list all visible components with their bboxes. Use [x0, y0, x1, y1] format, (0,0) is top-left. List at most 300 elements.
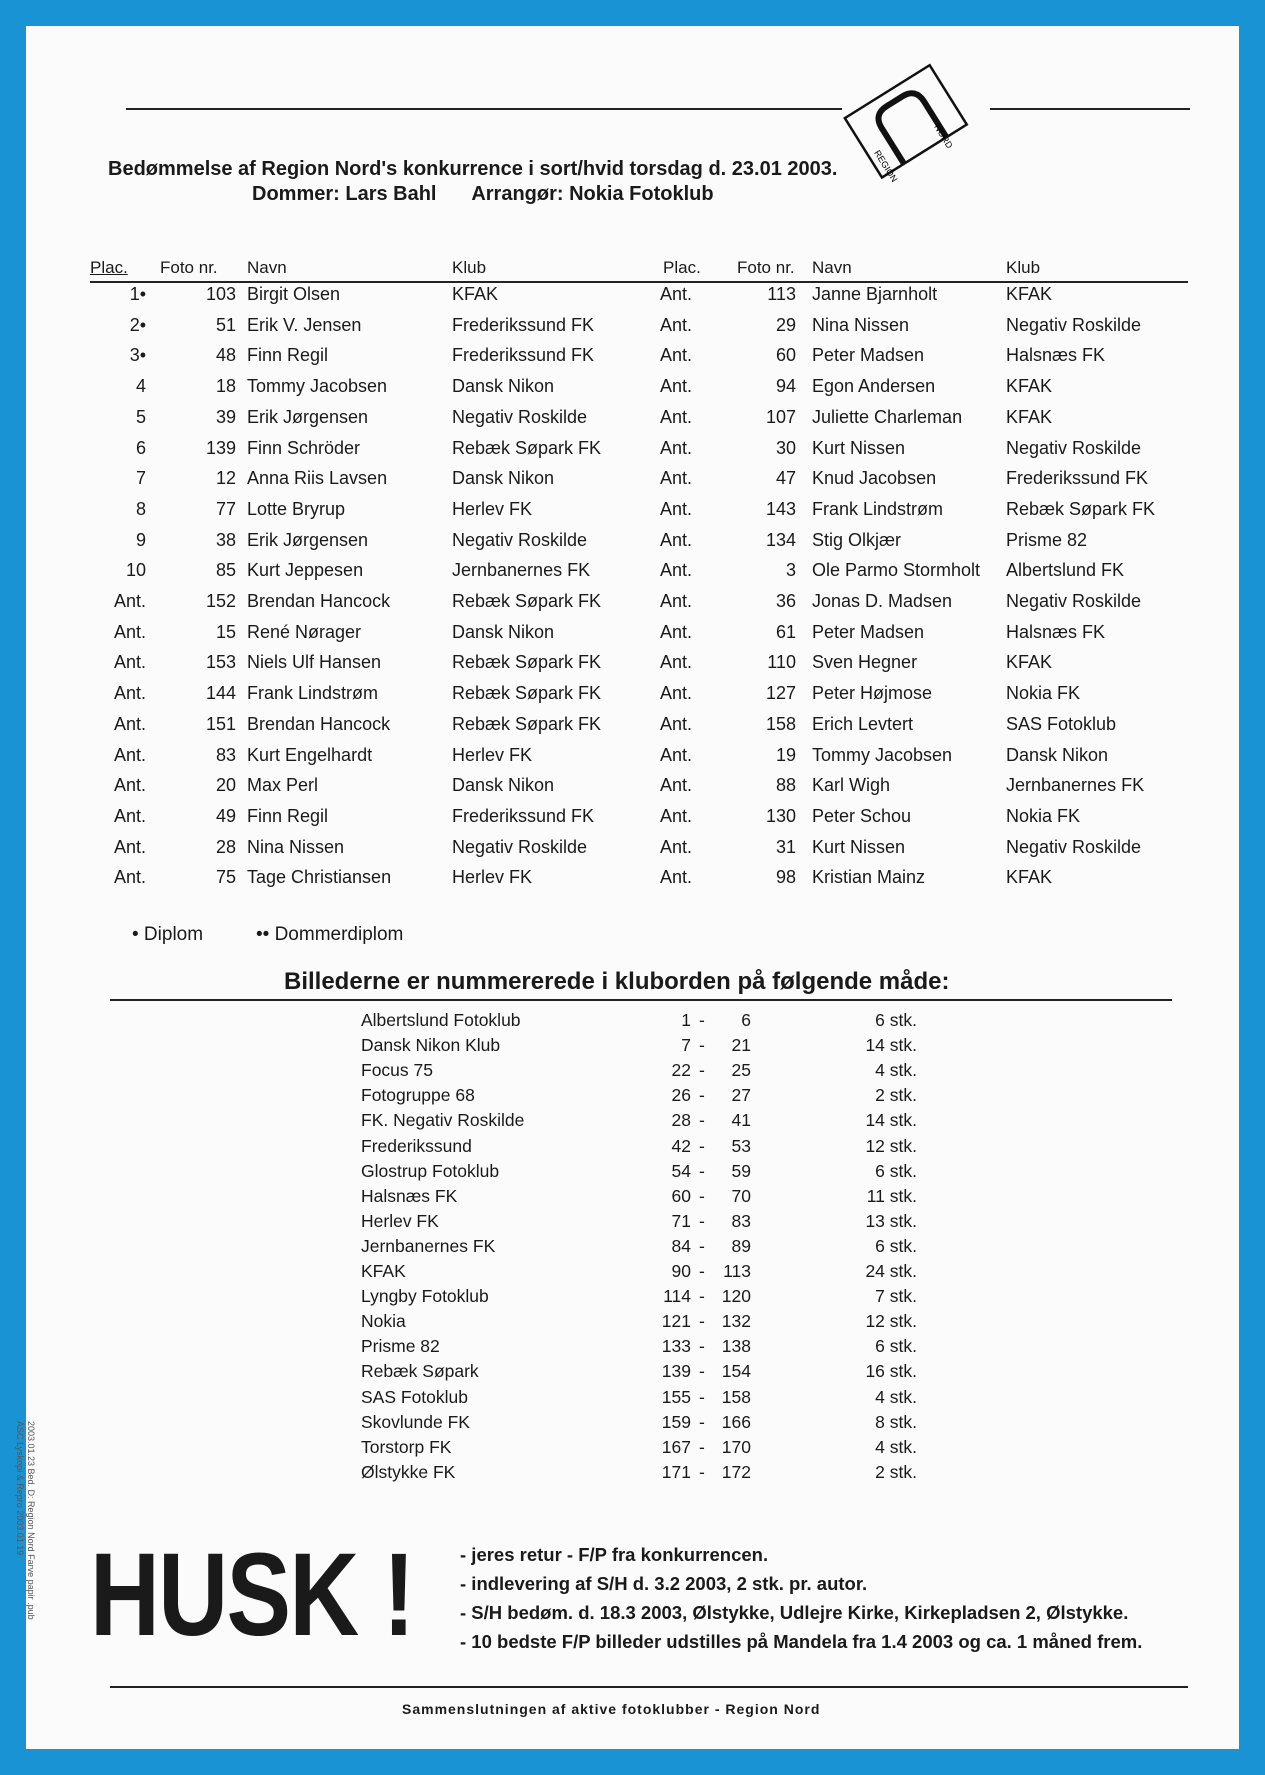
- range-from: 60: [671, 1185, 691, 1206]
- reminder-line: - indlevering af S/H d. 3.2 2003, 2 stk. pr. autor.: [460, 1573, 868, 1594]
- club-name: Jernbanernes FK: [361, 1235, 496, 1256]
- range-dash: -: [699, 1060, 705, 1081]
- table-row: [90, 438, 650, 468]
- range-from: 139: [661, 1361, 691, 1382]
- page-title: Bedømmelse af Region Nord's konkurrence i sort/hvid torsdag d. 23.01 2003.: [108, 158, 838, 180]
- place-cell: Ant.: [113, 775, 146, 796]
- club-name: Albertslund Fotoklub: [361, 1010, 521, 1030]
- range-dash: -: [699, 1210, 705, 1231]
- photo-count: 24 stk.: [865, 1261, 917, 1281]
- table-row: [660, 315, 1220, 345]
- photo-number-cell: 51: [215, 314, 236, 335]
- range-dash: -: [699, 1461, 705, 1482]
- club-name: Dansk Nikon Klub: [361, 1035, 501, 1056]
- place-cell: Ant.: [113, 652, 146, 673]
- club-cell: Rebæk Søpark FK: [452, 591, 602, 611]
- table-row: [660, 867, 1220, 897]
- range-from: 90: [671, 1261, 691, 1281]
- name-cell: Janne Bjarnholt: [812, 284, 938, 304]
- photo-count: 6 stk.: [875, 1336, 917, 1357]
- photo-count: 6 stk.: [875, 1235, 917, 1256]
- table-row: [660, 806, 1220, 836]
- club-cell: KFAK: [1006, 867, 1053, 888]
- range-to: 25: [731, 1060, 751, 1081]
- photo-number-cell: 110: [767, 652, 796, 673]
- document-page: [15, 26, 1239, 1749]
- name-cell: Ole Parmo Stormholt: [812, 560, 981, 581]
- place-cell: Ant.: [660, 591, 693, 611]
- list-item: [361, 1110, 961, 1135]
- list-item: [361, 1060, 961, 1085]
- table-row: [660, 652, 1220, 682]
- club-cell: Rebæk Søpark FK: [452, 652, 602, 673]
- name-cell: Peter Madsen: [812, 345, 925, 366]
- list-item: [361, 1211, 961, 1236]
- range-dash: -: [699, 1185, 705, 1206]
- place-cell: Ant.: [660, 529, 693, 550]
- club-name: Ølstykke FK: [361, 1461, 456, 1482]
- photo-number-cell: 130: [765, 805, 796, 826]
- list-item: [361, 1361, 961, 1386]
- name-cell: Nina Nissen: [812, 314, 910, 335]
- place-cell: Ant.: [660, 867, 693, 888]
- club-cell: Nokia FK: [1006, 683, 1081, 704]
- photo-number-cell: 39: [215, 406, 236, 427]
- club-cell: KFAK: [1006, 376, 1053, 397]
- place-cell: Ant.: [113, 621, 146, 642]
- svg-text:REGION: REGION: [872, 148, 900, 184]
- club-name: Frederikssund: [361, 1135, 472, 1156]
- photo-number-cell: 75: [215, 867, 236, 888]
- photo-number-cell: 139: [205, 437, 236, 458]
- range-from: 121: [661, 1311, 691, 1332]
- club-cell: Rebæk Søpark FK: [452, 437, 602, 458]
- table-row: [90, 867, 650, 897]
- club-cell: KFAK: [1006, 284, 1053, 304]
- range-dash: -: [699, 1110, 705, 1131]
- range-dash: -: [699, 1035, 705, 1056]
- name-cell: Kurt Nissen: [812, 836, 906, 857]
- place-cell: Ant.: [113, 683, 146, 704]
- club-cell: Herlev FK: [452, 744, 533, 765]
- place-cell: Ant.: [660, 621, 693, 642]
- top-rule-right: [990, 108, 1190, 110]
- photo-number-cell: 49: [215, 805, 236, 826]
- range-dash: -: [699, 1261, 705, 1281]
- photo-number-cell: 18: [215, 376, 236, 397]
- place-cell: Ant.: [660, 314, 693, 335]
- table-row: [90, 745, 650, 775]
- range-dash: -: [699, 1010, 705, 1030]
- table-row: [660, 775, 1220, 805]
- range-to: 113: [723, 1261, 751, 1281]
- club-cell: Albertslund FK: [1006, 560, 1125, 581]
- organizer: Arrangør: Nokia Fotoklub: [471, 183, 714, 205]
- side-note-line-1: 2003.01.23 Bed. D: Region Nord Farve papir .pub: [26, 1421, 36, 1620]
- club-cell: Halsnæs FK: [1006, 345, 1106, 366]
- name-cell: Egon Andersen: [812, 376, 936, 397]
- place-cell: Ant.: [660, 652, 693, 673]
- place-cell: Ant.: [113, 744, 146, 765]
- photo-number-cell: 38: [215, 529, 236, 550]
- photo-count: 11 stk.: [866, 1185, 917, 1206]
- table-row: [660, 530, 1220, 560]
- table-row: [660, 591, 1220, 621]
- name-cell: Finn Regil: [247, 345, 329, 366]
- photo-count: 16 stk.: [865, 1361, 917, 1382]
- club-name: Halsnæs FK: [361, 1185, 458, 1206]
- range-to: 89: [731, 1235, 751, 1256]
- name-cell: Peter Schou: [812, 805, 912, 826]
- photo-number-cell: 98: [775, 867, 796, 888]
- club-cell: Dansk Nikon: [1006, 744, 1109, 765]
- table-row: [660, 284, 1220, 314]
- photo-count: 4 stk.: [875, 1060, 917, 1081]
- table-row: [90, 714, 650, 744]
- col-header-navn-left: Navn: [247, 258, 287, 277]
- table-row: [660, 345, 1220, 375]
- name-cell: Finn Regil: [247, 805, 329, 826]
- table-row: [90, 468, 650, 498]
- range-dash: -: [699, 1235, 705, 1256]
- name-cell: Erich Levtert: [812, 713, 914, 734]
- photo-number-cell: 88: [775, 775, 796, 796]
- place-cell: Ant.: [113, 591, 146, 611]
- photo-count: 8 stk.: [875, 1411, 917, 1432]
- place-cell: Ant.: [660, 498, 693, 519]
- table-row: [90, 530, 650, 560]
- name-cell: Niels Ulf Hansen: [247, 652, 382, 673]
- photo-number-cell: 30: [775, 437, 796, 458]
- photo-count: 14 stk.: [865, 1110, 917, 1131]
- footer-text: Sammenslutningen af aktive fotoklubber - Region Nord: [402, 1701, 821, 1717]
- name-cell: René Nørager: [247, 621, 362, 642]
- husk-heading: HUSK !: [90, 1529, 414, 1661]
- side-note: [14, 1421, 36, 1620]
- range-from: 22: [671, 1060, 691, 1081]
- club-cell: Prisme 82: [1006, 529, 1088, 550]
- table-row: [90, 345, 650, 375]
- side-note-line-2: ASC Lyskopi & Repro 2003.01.19: [15, 1421, 25, 1556]
- table-row: [660, 468, 1220, 498]
- col-header-plac-right: Plac.: [663, 258, 701, 277]
- range-dash: -: [699, 1311, 705, 1332]
- table-row: [660, 438, 1220, 468]
- club-cell: Dansk Nikon: [452, 775, 555, 796]
- club-cell: Nokia FK: [1006, 805, 1081, 826]
- photo-number-cell: 36: [775, 591, 796, 611]
- range-dash: -: [699, 1436, 705, 1457]
- list-item: [361, 1161, 961, 1186]
- table-row: [660, 499, 1220, 529]
- club-cell: Dansk Nikon: [452, 376, 555, 397]
- place-cell: Ant.: [660, 805, 693, 826]
- table-row: [660, 837, 1220, 867]
- club-cell: Rebæk Søpark FK: [452, 683, 602, 704]
- name-cell: Anna Riis Lavsen: [247, 468, 388, 489]
- place-cell: 5: [135, 406, 146, 427]
- range-from: 159: [661, 1411, 691, 1432]
- range-to: 170: [721, 1436, 751, 1457]
- range-to: 70: [731, 1185, 751, 1206]
- place-cell: 4: [135, 376, 146, 397]
- photo-number-cell: 28: [215, 836, 236, 857]
- club-cell: Dansk Nikon: [452, 621, 555, 642]
- range-from: 167: [661, 1436, 691, 1457]
- name-cell: Tommy Jacobsen: [247, 376, 388, 397]
- list-item: [361, 1035, 961, 1060]
- place-cell: Ant.: [660, 560, 693, 581]
- photo-count: 6 stk.: [875, 1160, 917, 1181]
- table-row: [90, 560, 650, 590]
- range-to: 154: [721, 1361, 751, 1382]
- name-cell: Sven Hegner: [812, 652, 918, 673]
- table-row: [90, 315, 650, 345]
- list-item: [361, 1085, 961, 1110]
- table-row: [90, 683, 650, 713]
- photo-count: 6 stk.: [875, 1010, 917, 1030]
- list-item: [361, 1412, 961, 1437]
- club-cell: Dansk Nikon: [452, 468, 555, 489]
- svg-text:NORD: NORD: [932, 122, 955, 151]
- place-cell: 3•: [129, 345, 146, 366]
- col-header-foto-left: Foto nr.: [160, 258, 218, 277]
- list-item: [361, 1136, 961, 1161]
- range-to: 83: [731, 1210, 751, 1231]
- range-from: 28: [671, 1110, 691, 1131]
- table-row: [90, 284, 650, 314]
- place-cell: 1•: [129, 284, 146, 304]
- club-cell: Jernbanernes FK: [1006, 775, 1145, 796]
- range-from: 155: [661, 1386, 691, 1407]
- club-name: Lyngby Fotoklub: [361, 1286, 489, 1307]
- table-row: [90, 775, 650, 805]
- range-dash: -: [699, 1411, 705, 1432]
- club-cell: Frederikssund FK: [452, 805, 595, 826]
- name-cell: Erik V. Jensen: [247, 314, 362, 335]
- photo-number-cell: 143: [765, 498, 796, 519]
- name-cell: Nina Nissen: [247, 836, 345, 857]
- photo-count: 14 stk.: [865, 1035, 917, 1056]
- reminder-line: - jeres retur - F/P fra konkurrencen.: [460, 1544, 769, 1565]
- club-name: Herlev FK: [361, 1210, 439, 1231]
- photo-count: 7 stk.: [875, 1286, 917, 1307]
- photo-number-cell: 153: [205, 652, 236, 673]
- photo-count: 13 stk.: [865, 1210, 917, 1231]
- name-cell: Kurt Engelhardt: [247, 744, 373, 765]
- photo-count: 12 stk.: [865, 1135, 917, 1156]
- place-cell: Ant.: [660, 683, 693, 704]
- club-cell: Rebæk Søpark FK: [452, 713, 602, 734]
- range-to: 59: [731, 1160, 751, 1181]
- club-cell: Halsnæs FK: [1006, 621, 1106, 642]
- photo-number-cell: 48: [215, 345, 236, 366]
- photo-number-cell: 3: [785, 560, 796, 581]
- list-item: [361, 1336, 961, 1361]
- range-to: 53: [731, 1135, 751, 1156]
- name-cell: Lotte Bryrup: [247, 498, 346, 519]
- name-cell: Birgit Olsen: [247, 284, 341, 304]
- name-cell: Finn Schröder: [247, 437, 361, 458]
- range-from: 171: [661, 1461, 691, 1482]
- range-to: 166: [721, 1411, 751, 1432]
- place-cell: Ant.: [113, 836, 146, 857]
- legend-dommerdiplom: •• Dommerdiplom: [256, 924, 404, 945]
- place-cell: Ant.: [660, 345, 693, 366]
- place-cell: Ant.: [113, 713, 146, 734]
- table-row: [660, 622, 1220, 652]
- table-row: [90, 652, 650, 682]
- list-item: [361, 1387, 961, 1412]
- footer-rule: [110, 1686, 1188, 1688]
- club-cell: Negativ Roskilde: [452, 836, 588, 857]
- range-dash: -: [699, 1336, 705, 1357]
- range-to: 41: [731, 1110, 751, 1131]
- table-row: [90, 622, 650, 652]
- place-cell: Ant.: [660, 376, 693, 397]
- name-cell: Peter Madsen: [812, 621, 925, 642]
- name-cell: Peter Højmose: [812, 683, 933, 704]
- range-to: 158: [721, 1386, 751, 1407]
- range-from: 114: [663, 1286, 691, 1307]
- club-cell: SAS Fotoklub: [1006, 713, 1117, 734]
- club-cell: Herlev FK: [452, 498, 533, 519]
- col-header-foto-right: Foto nr.: [737, 258, 795, 277]
- club-name: Prisme 82: [361, 1336, 440, 1357]
- judge: Dommer: Lars Bahl: [252, 183, 437, 205]
- range-to: 21: [731, 1035, 751, 1056]
- range-from: 71: [671, 1210, 691, 1231]
- name-cell: Brendan Hancock: [247, 713, 391, 734]
- club-cell: KFAK: [1006, 652, 1053, 673]
- range-from: 54: [671, 1160, 691, 1181]
- col-header-plac-left: Plac.: [90, 258, 128, 277]
- photo-number-cell: 15: [215, 621, 236, 642]
- photo-number-cell: 151: [205, 713, 236, 734]
- range-to: 120: [721, 1286, 751, 1307]
- place-cell: 9: [135, 529, 146, 550]
- club-cell: Negativ Roskilde: [1006, 591, 1142, 611]
- place-cell: Ant.: [660, 437, 693, 458]
- table-row: [90, 806, 650, 836]
- list-item: [361, 1311, 961, 1336]
- club-name: KFAK: [361, 1261, 406, 1281]
- photo-number-cell: 20: [215, 775, 236, 796]
- club-cell: KFAK: [452, 284, 499, 304]
- name-cell: Juliette Charleman: [812, 406, 963, 427]
- col-header-navn-right: Navn: [812, 258, 852, 277]
- name-cell: Tage Christiansen: [247, 867, 392, 888]
- photo-number-cell: 144: [205, 683, 236, 704]
- club-cell: Negativ Roskilde: [452, 406, 588, 427]
- place-cell: Ant.: [660, 836, 693, 857]
- club-name: Nokia: [361, 1311, 406, 1332]
- list-item: [361, 1462, 961, 1487]
- range-dash: -: [699, 1286, 705, 1307]
- club-name: FK. Negativ Roskilde: [361, 1110, 525, 1131]
- table-row: [660, 560, 1220, 590]
- club-cell: Negativ Roskilde: [1006, 836, 1142, 857]
- place-cell: 2•: [129, 314, 146, 335]
- name-cell: Knud Jacobsen: [812, 468, 937, 489]
- list-item: [361, 1236, 961, 1261]
- name-cell: Erik Jørgensen: [247, 406, 369, 427]
- photo-number-cell: 31: [775, 836, 796, 857]
- place-cell: 8: [135, 498, 146, 519]
- club-name: Skovlunde FK: [361, 1411, 470, 1432]
- table-row: [90, 376, 650, 406]
- table-row: [660, 376, 1220, 406]
- table-row: [660, 714, 1220, 744]
- name-cell: Frank Lindstrøm: [812, 498, 944, 519]
- place-cell: Ant.: [113, 805, 146, 826]
- region-nord-logo-icon: [836, 64, 986, 184]
- club-name: Focus 75: [361, 1060, 433, 1081]
- photo-number-cell: 29: [775, 314, 796, 335]
- name-cell: Jonas D. Madsen: [812, 591, 953, 611]
- range-from: 84: [671, 1235, 691, 1256]
- photo-number-cell: 113: [767, 284, 796, 304]
- place-cell: Ant.: [660, 284, 693, 304]
- range-dash: -: [699, 1135, 705, 1156]
- place-cell: Ant.: [113, 867, 146, 888]
- club-cell: KFAK: [1006, 406, 1053, 427]
- numbering-title: Billederne er nummererede i kluborden på følgende måde:: [284, 968, 950, 995]
- table-row: [90, 499, 650, 529]
- range-from: 26: [671, 1085, 691, 1106]
- club-cell: Negativ Roskilde: [452, 529, 588, 550]
- photo-count: 2 stk.: [875, 1085, 917, 1106]
- page-subtitle: [252, 183, 744, 206]
- table-row: [660, 407, 1220, 437]
- range-to: 172: [721, 1461, 751, 1482]
- photo-number-cell: 77: [215, 498, 236, 519]
- table-row: [90, 837, 650, 867]
- photo-number-cell: 12: [215, 468, 236, 489]
- place-cell: 10: [125, 560, 146, 581]
- range-from: 42: [671, 1135, 691, 1156]
- club-name: Torstorp FK: [361, 1436, 452, 1457]
- name-cell: Stig Olkjær: [812, 529, 902, 550]
- club-cell: Frederikssund FK: [452, 345, 595, 366]
- name-cell: Tommy Jacobsen: [812, 744, 953, 765]
- reminder-line: - 10 bedste F/P billeder udstilles på Mandela fra 1.4 2003 og ca. 1 måned frem.: [460, 1631, 1143, 1652]
- table-row: [90, 407, 650, 437]
- photo-number-cell: 158: [765, 713, 796, 734]
- table-row: [90, 591, 650, 621]
- name-cell: Frank Lindstrøm: [247, 683, 379, 704]
- range-to: 132: [721, 1311, 751, 1332]
- club-cell: Negativ Roskilde: [1006, 437, 1142, 458]
- range-to: 27: [731, 1085, 751, 1106]
- photo-number-cell: 107: [765, 406, 796, 427]
- club-cell: Negativ Roskilde: [1006, 314, 1142, 335]
- table-row: [660, 745, 1220, 775]
- name-cell: Kurt Nissen: [812, 437, 906, 458]
- place-cell: Ant.: [660, 406, 693, 427]
- club-name: Rebæk Søpark: [361, 1361, 479, 1382]
- range-to: 6: [741, 1010, 751, 1030]
- place-cell: Ant.: [660, 713, 693, 734]
- list-item: [361, 1286, 961, 1311]
- photo-number-cell: 152: [205, 591, 236, 611]
- photo-number-cell: 94: [775, 376, 796, 397]
- range-dash: -: [699, 1361, 705, 1382]
- photo-number-cell: 83: [215, 744, 236, 765]
- photo-number-cell: 103: [205, 284, 236, 304]
- list-item: [361, 1437, 961, 1462]
- photo-count: 4 stk.: [875, 1386, 917, 1407]
